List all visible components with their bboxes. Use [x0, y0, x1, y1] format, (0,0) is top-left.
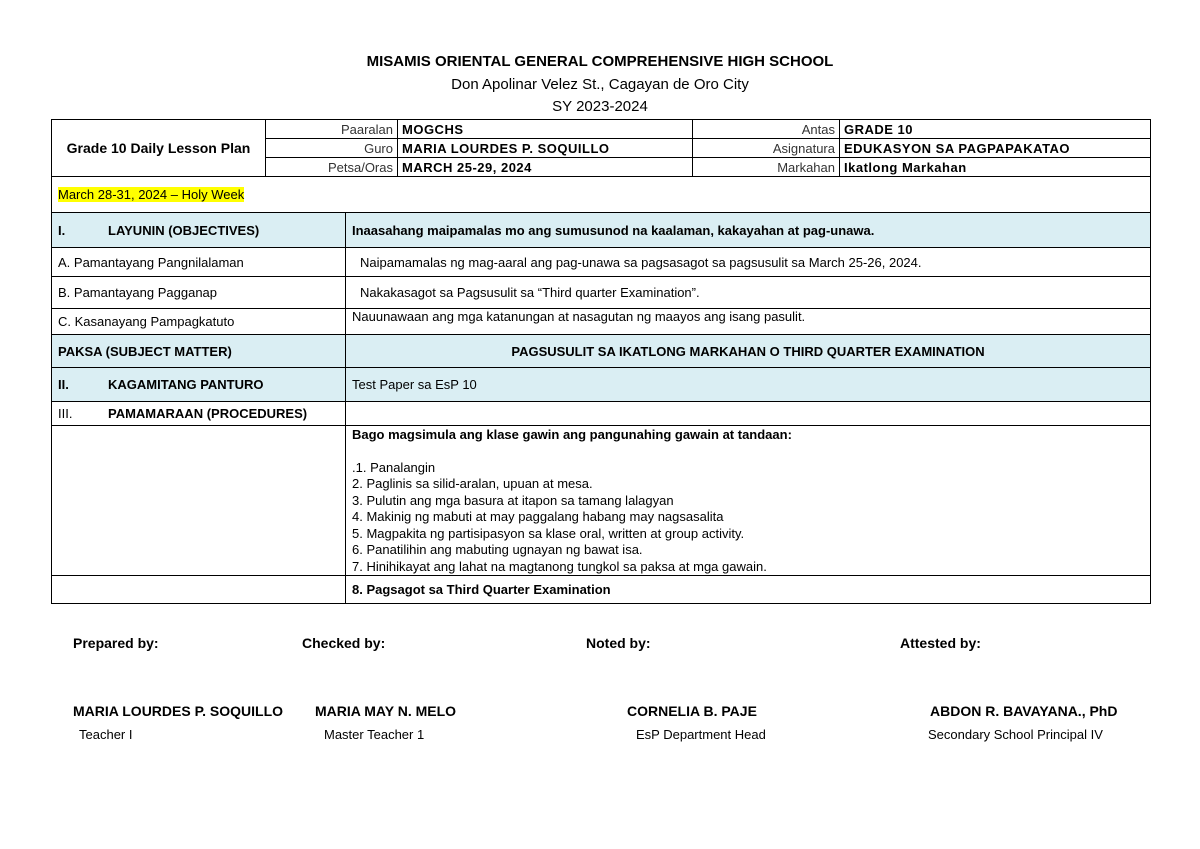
- lesson-meta-table: [51, 119, 1151, 177]
- checked-name: MARIA MAY N. MELO: [315, 703, 457, 719]
- asignatura-label: Asignatura: [693, 139, 840, 158]
- holy-week-text: March 28-31, 2024 – Holy Week: [58, 187, 245, 202]
- noted-name: CORNELIA B. PAJE: [627, 703, 757, 719]
- objectives-heading: [52, 213, 346, 248]
- pamamaraan-num: III.: [58, 406, 73, 421]
- procedure-step: 6. Panatilihin ang mabuting ugnayan ng bawat isa.: [352, 542, 643, 557]
- guro-value: MARIA LOURDES P. SOQUILLO: [398, 139, 693, 158]
- procedure-step: 4. Makinig ng mabuti at may paggalang habang may nagsasalita: [352, 509, 724, 524]
- pagganap-text: Nakakasagot sa Pagsusulit sa “Third quarter Examination”.: [346, 277, 1151, 309]
- lesson-body-table: [51, 176, 1151, 604]
- paksa-text: PAGSUSULIT SA IKATLONG MARKAHAN O THIRD QUARTER EXAMINATION: [346, 335, 1151, 368]
- markahan-value: Ikatlong Markahan: [840, 158, 1151, 177]
- paaralan-value: MOGCHS: [398, 120, 693, 139]
- procedure-step: 3. Pulutin ang mga basura at itapon sa tamang lalagyan: [352, 492, 674, 508]
- procedure-step: 5. Magpakita ng partisipasyon sa klase oral, written at group activity.: [352, 525, 745, 541]
- checked-role: Master Teacher 1: [324, 727, 425, 742]
- markahan-label: Markahan: [693, 158, 840, 177]
- pagkatuto-label: C. Kasanayang Pampagkatuto: [52, 309, 346, 335]
- kagamitan-num: II.: [58, 377, 69, 392]
- holy-week-note: [52, 177, 1151, 213]
- kagamitan-heading: [52, 368, 346, 402]
- noted-role: EsP Department Head: [636, 727, 766, 742]
- kagamitan-label: KAGAMITANG PANTURO: [108, 377, 264, 392]
- prepared-label: Prepared by:: [73, 635, 159, 651]
- school-name: MISAMIS ORIENTAL GENERAL COMPREHENSIVE HIGH SCHOOL: [366, 53, 834, 70]
- prepared-name: MARIA LOURDES P. SOQUILLO: [73, 703, 284, 719]
- petsa-value: MARCH 25-29, 2024: [398, 158, 693, 177]
- antas-label: Antas: [693, 120, 840, 139]
- antas-value: GRADE 10: [840, 120, 1151, 139]
- pangnilalaman-label: A. Pamantayang Pangnilalaman: [52, 248, 346, 277]
- procedures-cell: [346, 426, 1151, 576]
- procedure-step: .1. Panalangin: [352, 459, 436, 475]
- pangnilalaman-text: Naipamamalas ng mag-aaral ang pag-unawa sa pagsasagot sa pagsusulit sa March 25-26, 2024.: [346, 248, 1151, 277]
- procedure-step-8: 8. Pagsagot sa Third Quarter Examination: [346, 576, 1151, 604]
- kagamitan-text: Test Paper sa EsP 10: [346, 368, 1151, 402]
- guro-label: Guro: [266, 139, 398, 158]
- attested-label: Attested by:: [900, 635, 981, 651]
- noted-label: Noted by:: [586, 635, 651, 651]
- petsa-label: Petsa/Oras: [266, 158, 398, 177]
- procedures-empty: [52, 426, 346, 576]
- pamamaraan-heading: [52, 402, 346, 426]
- paaralan-label: Paaralan: [266, 120, 398, 139]
- pamamaraan-label: PAMAMARAAN (PROCEDURES): [108, 406, 308, 421]
- step8-empty: [52, 576, 346, 604]
- attested-role: Secondary School Principal IV: [928, 727, 1103, 742]
- objectives-label: LAYUNIN (OBJECTIVES): [108, 222, 260, 238]
- asignatura-value: EDUKASYON SA PAGPAPAKATAO: [840, 139, 1151, 158]
- checked-label: Checked by:: [302, 635, 386, 651]
- procedures-intro: Bago magsimula ang klase gawin ang pangunahing gawain at tandaan:: [352, 427, 792, 442]
- prepared-role: Teacher I: [79, 727, 133, 742]
- school-address: Don Apolinar Velez St., Cagayan de Oro City: [451, 76, 749, 93]
- objectives-num: I.: [58, 222, 66, 238]
- procedure-step: 7. Hinihikayat ang lahat na magtanong tungkol sa paksa at mga gawain.: [352, 558, 767, 574]
- paksa-label: PAKSA (SUBJECT MATTER): [52, 335, 346, 368]
- lesson-plan-title: Grade 10 Daily Lesson Plan: [52, 120, 266, 177]
- objectives-text: Inaasahang maipamalas mo ang sumusunod na kaalaman, kakayahan at pag-unawa.: [346, 213, 1151, 248]
- attested-name: ABDON R. BAVAYANA., PhD: [930, 703, 1118, 719]
- school-year: SY 2023-2024: [552, 98, 648, 115]
- pagkatuto-text: Nauunawaan ang mga katanungan at nasagutan ng maayos ang isang pasulit.: [346, 309, 1151, 335]
- pamamaraan-empty: [346, 402, 1151, 426]
- procedure-step: 2. Paglinis sa silid-aralan, upuan at mesa.: [352, 476, 593, 491]
- pagganap-label: B. Pamantayang Pagganap: [52, 277, 346, 309]
